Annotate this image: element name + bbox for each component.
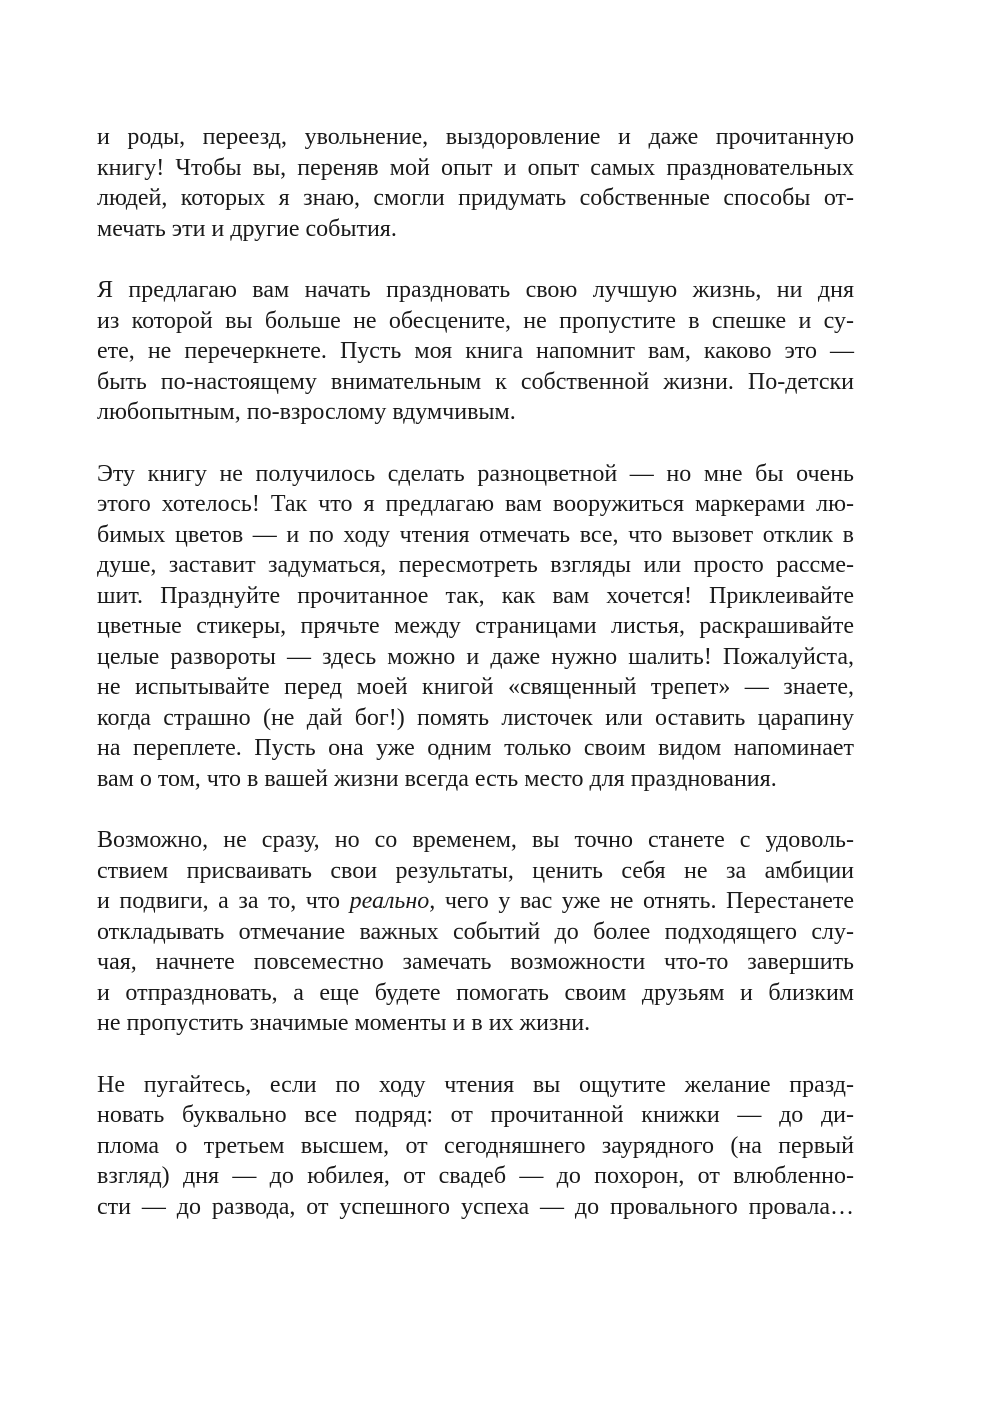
text-line: новать буквально все подряд: от прочитанной книжки — до ди- [97,1102,854,1128]
emphasis-word: реально, [349,888,436,914]
text-line: на переплете. Пусть она уже одним только своим видом напоминает [97,735,854,761]
text-line: сти — до развода, от успешного успеха — до провального провала… [97,1193,854,1220]
text-line: Не пугайтесь, если по ходу чтения вы ощутите желание празд- [97,1071,854,1098]
paragraph-2 [97,275,854,428]
text-line: Возможно, не сразу, но со временем, вы точно станете с удоволь- [97,827,854,853]
text-line: не пропустить значимые моменты и в их жизни. [97,1010,591,1036]
text-line: любопытным, по-взрослому вдумчивым. [97,399,516,425]
text-line: плома о третьем высшем, от сегодняшнего заурядного (на первый [97,1132,854,1159]
text-line: людей, которых я знаю, смогли придумать собственные способы от- [97,185,854,211]
text-line: цветные стикеры, прячьте между страницами листья, раскрашивайте [97,613,854,639]
text-line: взгляд) дня — до юбилея, от свадеб — до похорон, от влюбленно- [97,1163,854,1189]
text-line: шит. Празднуйте прочитанное так, как вам хочется! Приклеивайте [97,582,854,609]
paragraph-4 [97,825,854,1039]
text-line: чая, начнете повсеместно замечать возможности что-то завершить [97,949,854,975]
book-page-text [97,122,854,1253]
text-line: книгу! Чтобы вы, переняв мой опыт и опыт самых праздновательных [97,154,854,181]
text-fragment: и подвиги, а за то, что [97,888,341,914]
text-line: мечать эти и другие события. [97,215,397,242]
text-line: и отпраздновать, а еще будете помогать своим друзьям и близким [97,979,854,1006]
text-line: вам о том, что в вашей жизни всегда есть место для празднования. [97,765,777,792]
text-fragment: чего у вас уже не отнять. Перестанете [444,888,854,914]
text-line: ете, не перечеркнете. Пусть моя книга напомнит вам, каково это — [97,338,854,364]
text-line: бимых цветов — и по ходу чтения отмечать все, что вызовет отклик в [97,521,854,548]
paragraph-1 [97,122,854,244]
text-line: не испытывайте перед моей книгой «священный трепет» — знаете, [97,674,854,700]
text-line: душе, заставит задуматься, пересмотреть взгляды или просто рассме- [97,552,854,578]
text-line-with-emphasis [97,886,854,917]
text-line: из которой вы больше не обесцените, не пропустите в спешке и су- [97,307,854,334]
text-line: Эту книгу не получилось сделать разноцветной — но мне бы очень [97,460,854,487]
paragraph-3 [97,459,854,795]
text-line: откладывать отмечание важных событий до более подходящего слу- [97,918,854,945]
text-line: целые развороты — здесь можно и даже нужно шалить! Пожалуйста, [97,643,854,670]
text-line: Я предлагаю вам начать праздновать свою лучшую жизнь, ни дня [97,277,854,303]
text-line: ствием присваивать свои результаты, ценить себя не за амбиции [97,857,854,884]
text-line: быть по-настоящему внимательным к собственной жизни. По-детски [97,368,854,395]
text-line: и роды, переезд, увольнение, выздоровление и даже прочитанную [97,124,854,150]
text-line: этого хотелось! Так что я предлагаю вам вооружиться маркерами лю- [97,491,854,517]
paragraph-5 [97,1070,854,1223]
text-line: когда страшно (не дай бог!) помять листочек или оставить царапину [97,704,854,731]
